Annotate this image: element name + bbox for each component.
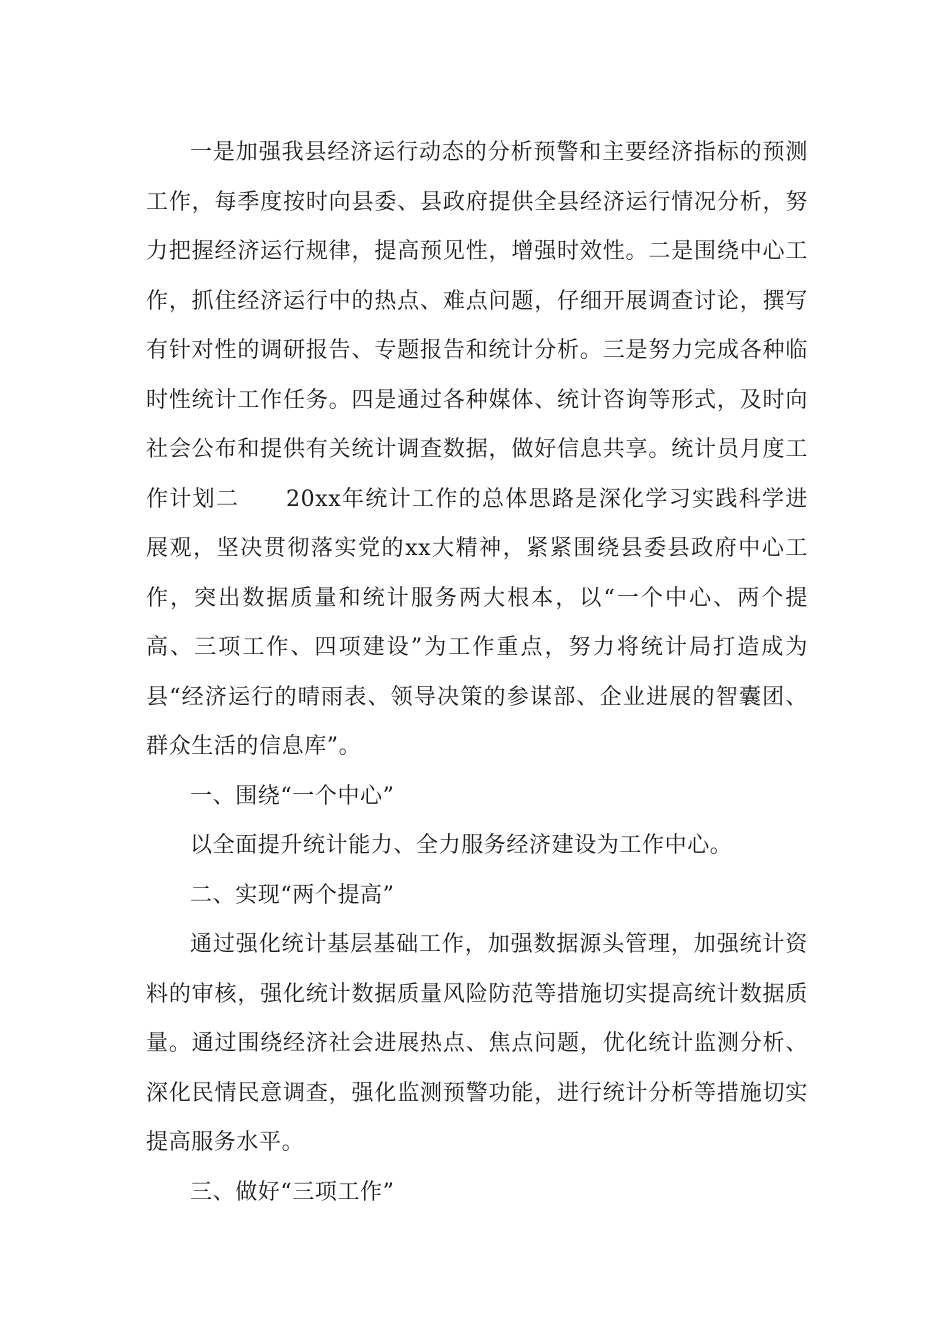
heading-two-improvements: 二、实现“两个提高” <box>190 882 395 908</box>
document-body <box>146 128 808 1217</box>
paragraph-two-improvements: 通过强化统计基层基础工作，加强数据源头管理，加强统计资料的审核，强化统计数据质量风险防范等措施切实提高统计数据质量。通过围绕经济社会进展热点、焦点问题，优化统计监测分析、深化民情民意调查，强化监测预警功能，进行统计分析等措施切实提高服务水平。 <box>146 932 808 1155</box>
paragraph-one-center: 以全面提升统计能力、全力服务经济建设为工作中心。 <box>190 833 733 858</box>
paragraph-work-plan-intro: 一是加强我县经济运行动态的分析预警和主要经济指标的预测工作，每季度按时向县委、县政府提供全县经济运行情况分析，努力把握经济运行规律，提高预见性，增强时效性。二是围绕中心工作，抓住经济运行中的热点、难点问题，仔细开展调查讨论，撰写有针对性的调研报告、专题报告和统计分析。三是努力完成各种临时性统计工作任务。四是通过各种媒体、统计咨询等形式，及时向社会公布和提供有关统计调查数据，做好信息共享。统计员月度工作计划二 20xx年统计工作的总体思路是深化学习实践科学进展观，坚决贯彻落实党的xx大精神，紧紧围绕县委县政府中心工作，突出数据质量和统计服务两大根本，以“一个中心、两个提高、三项工作、四项建设”为工作重点，努力将统计局打造成为县“经济运行的晴雨表、领导决策的参谋部、企业进展的智囊团、群众生活的信息库”。 <box>146 140 808 759</box>
heading-one-center: 一、围绕“一个中心” <box>190 783 395 809</box>
heading-three-tasks: 三、做好“三项工作” <box>190 1179 395 1205</box>
